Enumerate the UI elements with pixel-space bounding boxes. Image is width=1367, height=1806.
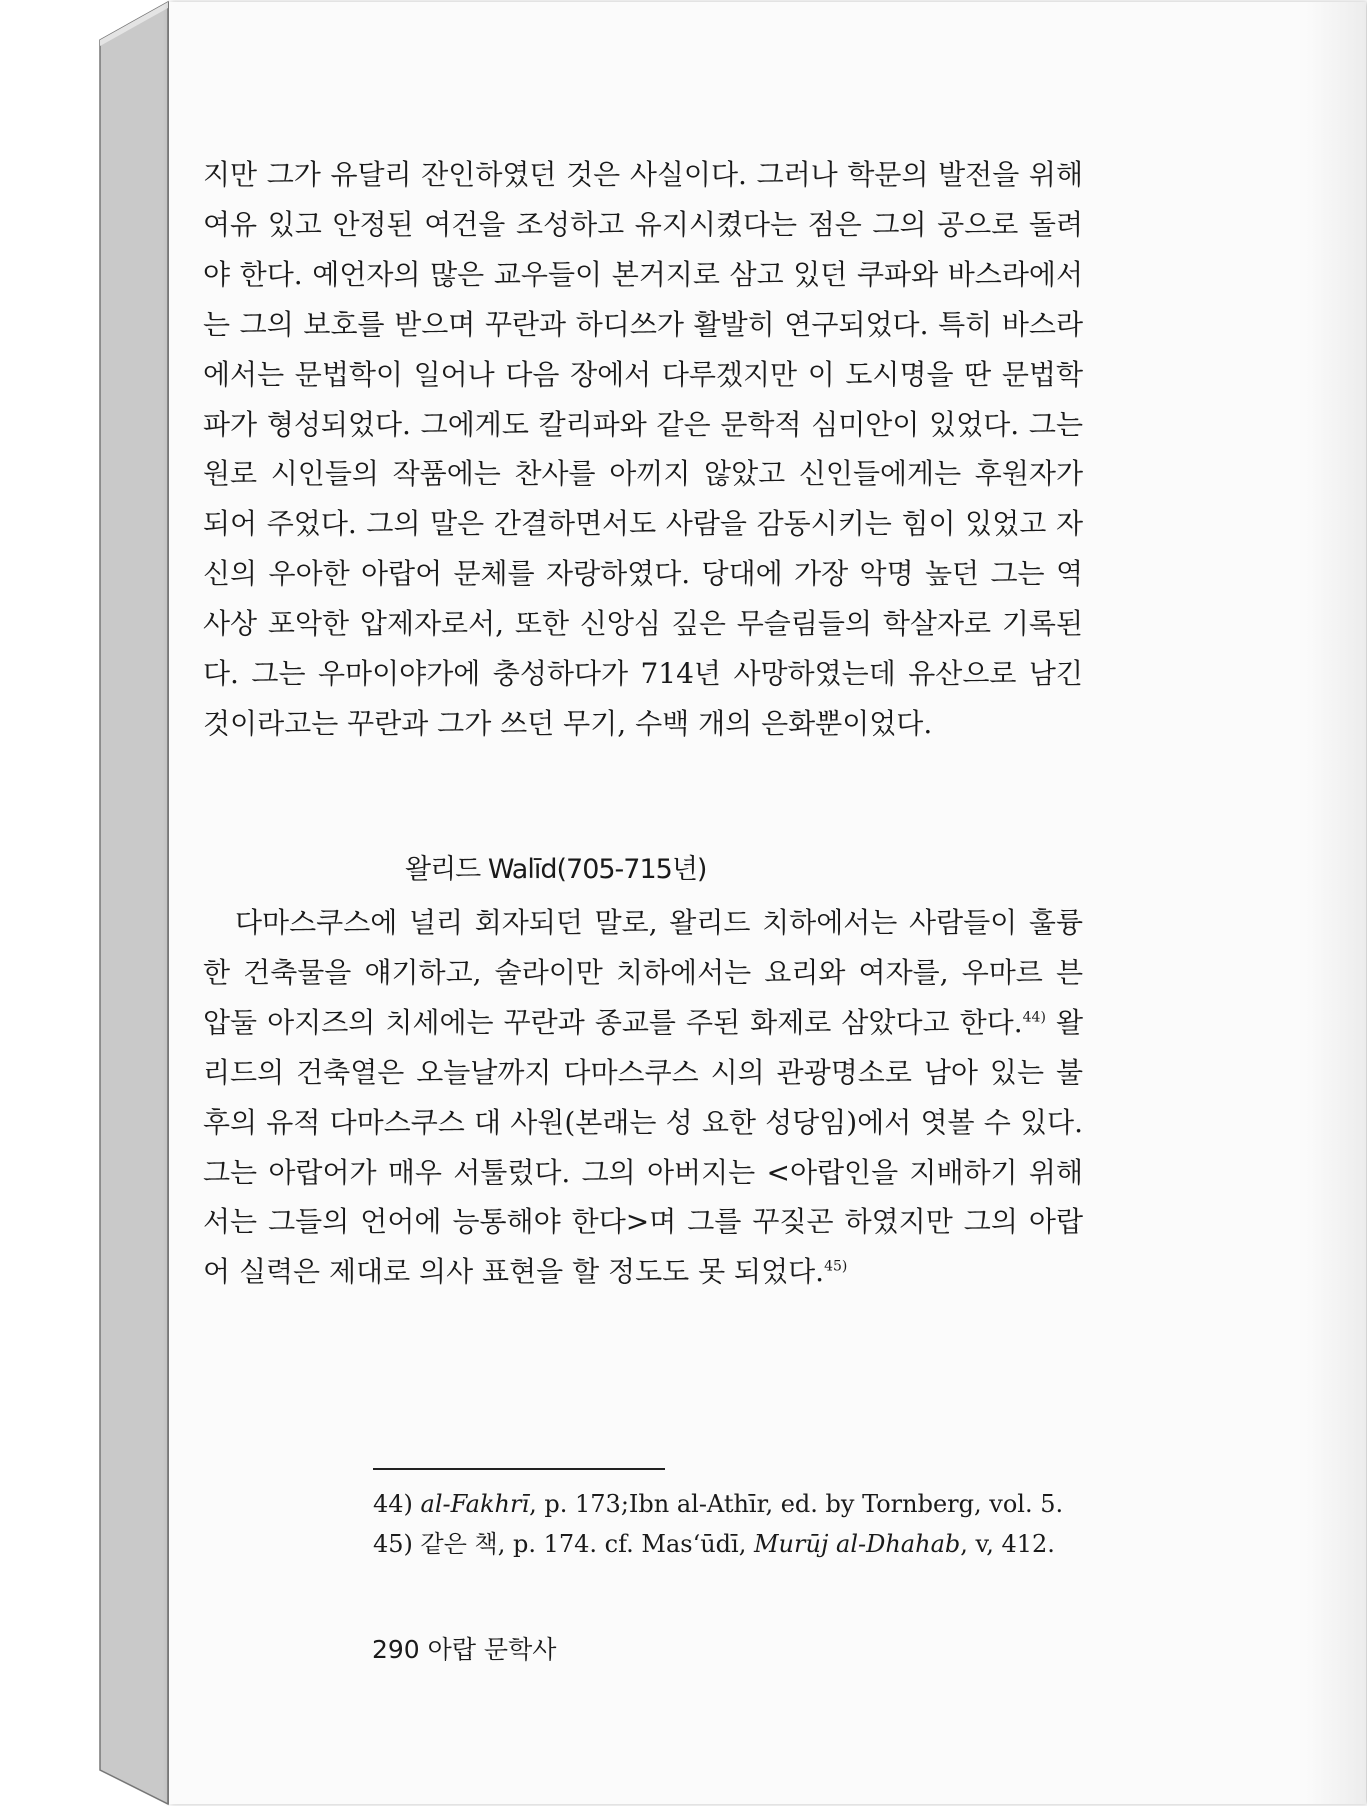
footnote-45 bbox=[373, 1524, 1063, 1564]
footnotes bbox=[373, 1484, 1063, 1564]
page-number: 290 bbox=[372, 1635, 420, 1664]
paragraph-walid-part1: 다마스쿠스에 널리 회자되던 말로, 왈리드 치하에서는 사람들이 훌륭한 건축물을 얘기하고, 술라이만 치하에서는 요리와 여자를, 우마르 븐 압둘 아지즈의 치세에는 꾸란과 종교를 주된 화제로 삼았다고 한다. bbox=[203, 906, 1083, 1039]
footnote-text: , p. 173;Ibn al-Athīr, ed. by Tornberg, vol. 5. bbox=[529, 1490, 1064, 1518]
footnote-prefix: 같은 책, p. 174. cf. Mas‘ūdī, bbox=[420, 1530, 754, 1558]
footnote-title: al-Fakhrī bbox=[420, 1490, 530, 1518]
footnote-text: , v, 412. bbox=[960, 1530, 1055, 1558]
footnote-number: 44) bbox=[373, 1490, 413, 1518]
footnote-44 bbox=[373, 1484, 1063, 1524]
paragraph-walid-part2: 왈리드의 건축열은 오늘날까지 다마스쿠스 시의 관광명소로 남아 있는 불후의 유적 다마스쿠스 대 사원(본래는 성 요한 성당임)에서 엿볼 수 있다. 그는 아랍어가 매우 서툴렀다. 그의 아버지는 <아랍인을 지배하기 위해서는 그들의 언어에 능통해야 한다>며 그를 꾸짖곤 하였지만 그의 아랍어 실력은 제대로 의사 표현을 할 정도도 못 되었다. bbox=[203, 1005, 1084, 1289]
footnote-ref-44[interactable]: 44) bbox=[1022, 1009, 1046, 1026]
footnote-divider bbox=[373, 1468, 665, 1470]
footnote-ref-45[interactable]: 45) bbox=[824, 1259, 848, 1276]
page-footer bbox=[372, 1630, 556, 1666]
footnote-number: 45) bbox=[373, 1530, 413, 1558]
paragraph-walid bbox=[203, 898, 1083, 1297]
main-text bbox=[203, 150, 1083, 749]
paragraph-hajjaj: 지만 그가 유달리 잔인하였던 것은 사실이다. 그러나 학문의 발전을 위해 여유 있고 안정된 여건을 조성하고 유지시켰다는 점은 그의 공으로 돌려야 한다. 예언자의 많은 교우들이 본거지로 삼고 있던 쿠파와 바스라에서는 그의 보호를 받으며 꾸란과 하디쓰가 활발히 연구되었다. 특히 바스라에서는 문법학이 일어나 다음 장에서 다루겠지만 이 도시명을 딴 문법학파가 형성되었다. 그에게도 칼리파와 같은 문학적 심미안이 있었다. 그는 원로 시인들의 작품에는 찬사를 아끼지 않았고 신인들에게는 후원자가 되어 주었다. 그의 말은 간결하면서도 사람을 감동시키는 힘이 있었고 자신의 우아한 아랍어 문체를 자랑하였다. 당대에 가장 악명 높던 그는 역사상 포악한 압제자로서, 또한 신앙심 깊은 무슬림들의 학살자로 기록된다. 그는 우마이야가에 충성하다가 714년 사망하였는데 유산으로 남긴 것이라고는 꾸란과 그가 쓰던 무기, 수백 개의 은화뿐이었다. bbox=[203, 158, 1083, 740]
book-title: 아랍 문학사 bbox=[427, 1635, 557, 1664]
section-heading: 왈리드 Walīd(705-715년) bbox=[405, 854, 707, 885]
section-walid bbox=[203, 898, 1083, 1297]
footnote-title: Murūj al-Dhahab bbox=[753, 1530, 961, 1558]
page-edge-shade bbox=[1306, 2, 1366, 1804]
